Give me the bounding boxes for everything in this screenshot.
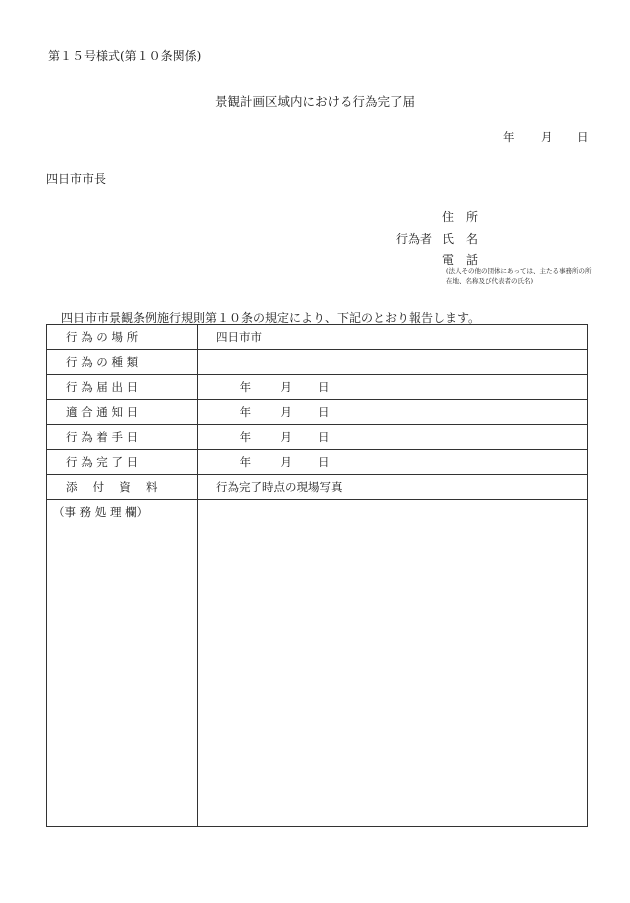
table-row — [47, 450, 588, 475]
table-row — [47, 400, 588, 425]
date-month: 月 — [280, 430, 292, 444]
date-month: 月 — [541, 130, 553, 144]
phone-label: 電 話 — [442, 253, 479, 267]
name-label: 氏 名 — [442, 232, 479, 246]
date-month: 月 — [280, 380, 292, 394]
date-month: 月 — [280, 455, 292, 469]
row-value: 四日市市 — [198, 325, 588, 350]
applicant-note: (法人その他の団体にあっては、主たる事務所の所在地、名称及び代表者の氏名) — [446, 267, 592, 285]
date-day: 日 — [317, 430, 330, 444]
report-table — [46, 324, 588, 827]
table-row — [47, 475, 588, 500]
table-row — [47, 325, 588, 350]
date-day: 日 — [317, 405, 330, 419]
row-value: 行為完了時点の現場写真 — [198, 475, 588, 500]
date-year: 年 — [503, 130, 515, 144]
date-year: 年 — [239, 455, 252, 469]
office-use-label: （事 務 処 理 欄） — [47, 500, 198, 827]
date-year: 年 — [239, 405, 252, 419]
submission-date — [503, 129, 589, 145]
form-number: 第１５号様式(第１０条関係) — [48, 49, 202, 63]
date-value — [198, 375, 588, 400]
row-value — [198, 350, 588, 375]
row-label: 添 付 資 料 — [47, 475, 198, 500]
row-label: 行 為 着 手 日 — [47, 425, 198, 450]
date-year: 年 — [239, 380, 252, 394]
office-use-row — [47, 500, 588, 827]
date-day: 日 — [577, 130, 589, 144]
table-row — [47, 375, 588, 400]
applicant-group-label: 行為者 — [396, 232, 433, 246]
date-value — [198, 400, 588, 425]
address-label: 住 所 — [442, 210, 479, 224]
table-row — [47, 425, 588, 450]
office-use-area — [198, 500, 588, 827]
date-month: 月 — [280, 405, 292, 419]
row-label: 行 為 完 了 日 — [47, 450, 198, 475]
row-label: 行 為 届 出 日 — [47, 375, 198, 400]
date-year: 年 — [239, 430, 252, 444]
addressee: 四日市市長 — [46, 172, 107, 186]
date-day: 日 — [317, 380, 330, 394]
date-value — [198, 450, 588, 475]
date-value — [198, 425, 588, 450]
row-label: 適 合 通 知 日 — [47, 400, 198, 425]
row-label: 行 為 の 種 類 — [47, 350, 198, 375]
table-row — [47, 350, 588, 375]
date-day: 日 — [317, 455, 330, 469]
row-label: 行 為 の 場 所 — [47, 325, 198, 350]
form-title: 景観計画区域内における行為完了届 — [214, 94, 415, 109]
intro-text: 四日市市景観条例施行規則第１０条の規定により、下記のとおり報告します。 — [61, 311, 481, 325]
